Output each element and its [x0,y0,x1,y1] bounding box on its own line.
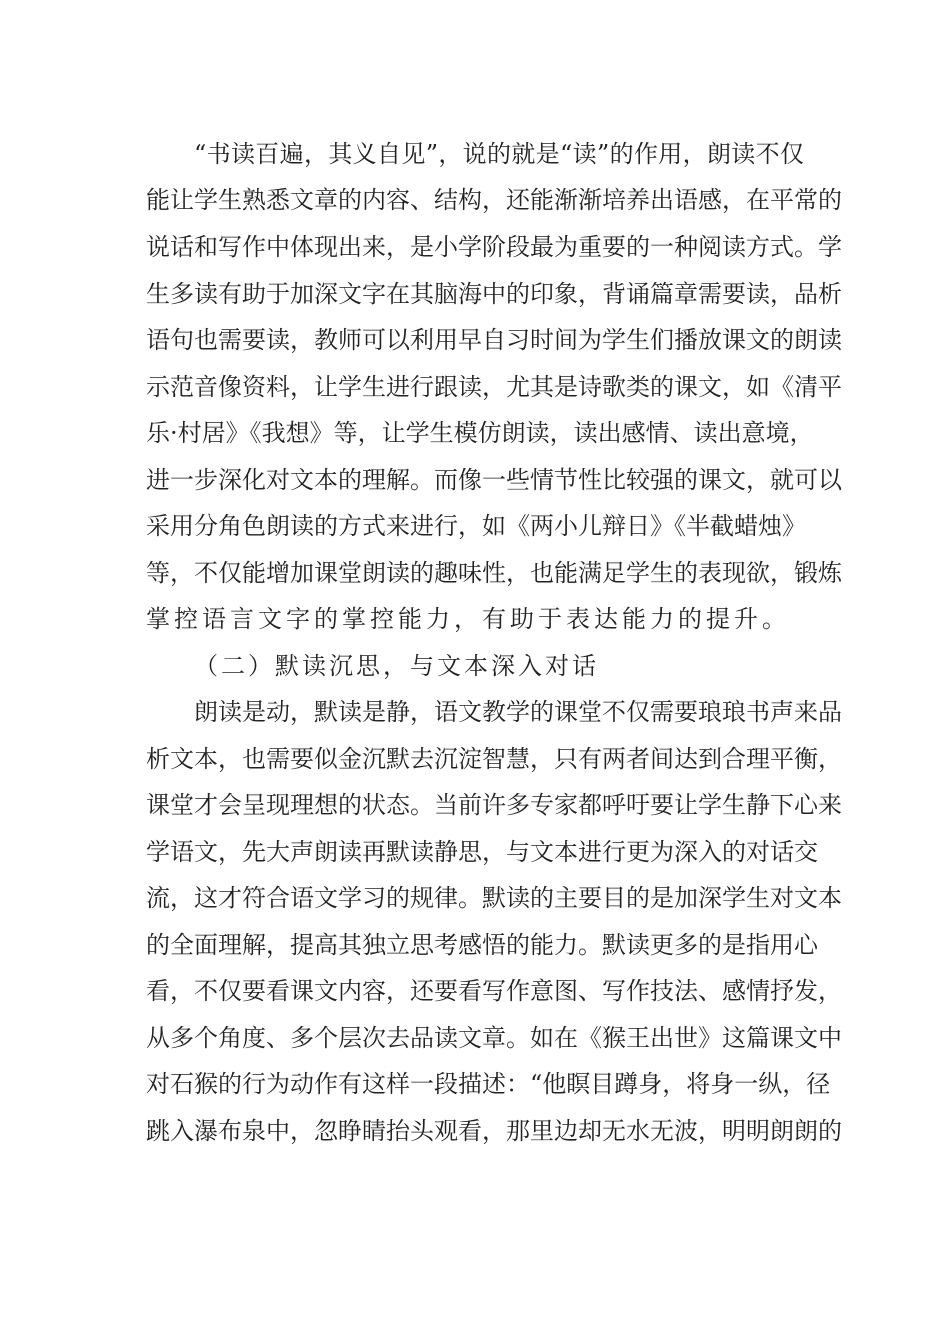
paragraph-1-line-3: 说话和写作中体现出来，是小学阶段最为重要的一种阅读方式。学 [146,233,842,261]
paragraph-1-line-11: 掌控语言文字的掌控能力，有助于表达能力的提升。 [146,605,790,633]
paragraph-1-line-4: 生多读有助于加深文字在其脑海中的印象，背诵篇章需要读，品析 [146,280,842,308]
paragraph-2-line-1: 朗读是动，默读是静，语文教学的课堂不仅需要琅琅书声来品 [194,698,842,726]
paragraph-2-line-2: 析文本，也需要似金沉默去沉淀智慧，只有两者间达到合理平衡， [146,745,842,773]
paragraph-1-line-1: “书读百遍，其义自见”，说的就是“读”的作用，朗读不仅 [194,140,804,168]
section-heading: （二）默读沉思，与文本深入对话 [194,652,599,680]
paragraph-2-line-5: 流，这才符合语文学习的规律。默读的主要目的是加深学生对文本 [146,884,842,912]
paragraph-2-line-9: 对石猴的行为动作有这样一段描述：“他瞑目蹲身，将身一纵，径 [146,1070,831,1098]
paragraph-1-line-2: 能让学生熟悉文章的内容、结构，还能渐渐培养出语感，在平常的 [146,186,842,214]
paragraph-1-line-5: 语句也需要读，教师可以利用早自习时间为学生们播放课文的朗读 [146,326,842,354]
paragraph-2-line-7: 看，不仅要看课文内容，还要看写作意图、写作技法、感情抒发， [146,977,842,1005]
paragraph-2-line-3: 课堂才会呈现理想的状态。当前许多专家都呼吁要让学生静下心来 [146,791,842,819]
paragraph-2-line-8: 从多个角度、多个层次去品读文章。如在《猴王出世》这篇课文中 [146,1024,842,1052]
paragraph-1-line-9: 采用分角色朗读的方式来进行，如《两小儿辩日》《半截蜡烛》 [146,512,806,540]
paragraph-1-line-8: 进一步深化对文本的理解。而像一些情节性比较强的课文，就可以 [146,466,842,494]
paragraph-2-line-4: 学语文，先大声朗读再默读静思，与文本进行更为深入的对话交 [146,838,818,866]
paragraph-1-line-7: 乐·村居》《我想》等，让学生模仿朗读，读出感情、读出意境， [146,419,814,447]
paragraph-1-line-6: 示范音像资料，让学生进行跟读，尤其是诗歌类的课文，如《清平 [146,373,842,401]
paragraph-2-line-10: 跳入瀑布泉中，忽睁睛抬头观看，那里边却无水无波，明明朗朗的 [146,1117,842,1145]
paragraph-1-line-10: 等，不仅能增加课堂朗读的趣味性，也能满足学生的表现欲，锻炼 [146,559,842,587]
paragraph-2-line-6: 的全面理解，提高其独立思考感悟的能力。默读更多的是指用心 [146,931,818,959]
